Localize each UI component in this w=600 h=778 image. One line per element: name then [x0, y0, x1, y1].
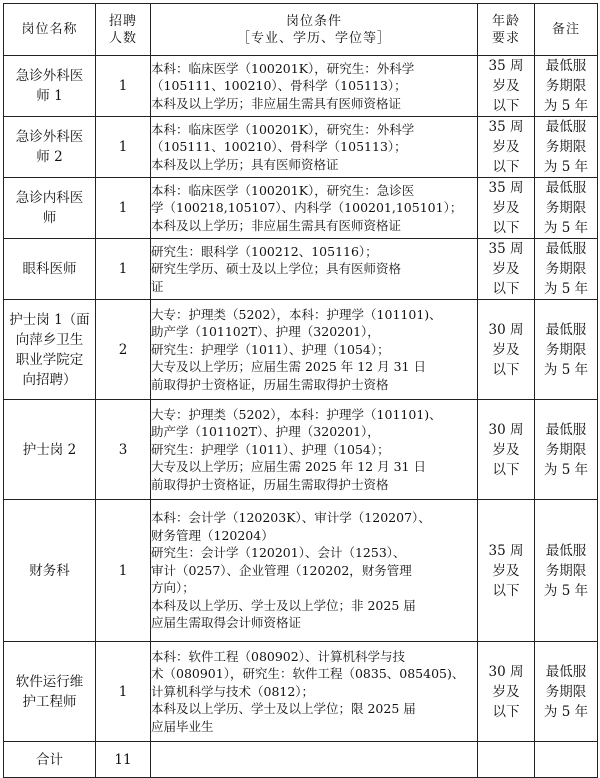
conditions-cell — [151, 300, 478, 400]
position-name-cell — [4, 300, 96, 400]
age-line: 以下 — [492, 281, 520, 297]
age-line: 以下 — [492, 220, 520, 236]
condition-line: 前取得护士资格证，历届生需取得护士资格 — [151, 476, 389, 492]
age-line: 岁及 — [492, 261, 520, 277]
age-line: 35 周 — [488, 119, 524, 135]
note-line: 为 5 年 — [543, 220, 589, 236]
condition-line: 大专：护理类（5202），本科：护理学（101101)、 — [151, 306, 442, 322]
position-name-line: 向萍乡卫生 — [15, 331, 84, 348]
total-empty-cell — [478, 742, 535, 778]
table-row — [4, 239, 598, 300]
age-requirement-cell — [478, 642, 535, 742]
condition-line: （105111、100210）、骨科学（105113）； — [151, 78, 407, 94]
position-name-line: 眼科医师 — [22, 261, 77, 277]
position-name-line: 财务科 — [29, 562, 70, 579]
condition-line: 术（080901），研究生：软件工程（0835、085405)、 — [151, 666, 465, 682]
conditions-cell — [151, 239, 478, 300]
total-count: 11 — [96, 742, 151, 778]
note-line: 最低服 — [545, 663, 587, 680]
position-name-cell — [4, 400, 96, 500]
age-line: 岁及 — [492, 441, 520, 458]
condition-line: 本科：会计学（120203K）、审计学（120207）、 — [151, 509, 431, 525]
table-row — [4, 400, 598, 500]
header-age — [478, 4, 535, 56]
age-line: 35 周 — [488, 180, 524, 196]
header-count — [96, 4, 151, 56]
age-line: 岁及 — [492, 78, 520, 94]
age-requirement-cell — [478, 178, 535, 239]
header-position: 岗位名称 — [4, 4, 96, 56]
table-row — [4, 117, 598, 178]
note-line: 务期限 — [545, 683, 587, 700]
conditions-cell — [151, 56, 478, 117]
age-line: 以下 — [492, 98, 520, 114]
condition-line: 本科：临床医学（100201K），研究生：外科学 — [151, 121, 415, 137]
condition-line: 研究生：护理学（1011）、护理（1054）； — [151, 341, 390, 357]
condition-line: 研究生学历、硕士及以上学位；具有医师资格 — [151, 261, 402, 277]
age-line: 以下 — [492, 582, 520, 599]
age-requirement-cell — [478, 300, 535, 400]
condition-line: 应届生需取得会计师资格证 — [151, 615, 302, 631]
position-name-line: 软件运行维 — [15, 673, 84, 690]
note-line: 为 5 年 — [543, 281, 589, 297]
headcount-cell: 2 — [96, 300, 151, 400]
header-note: 备注 — [535, 4, 598, 56]
position-name-cell — [4, 642, 96, 742]
note-line: 最低服 — [545, 321, 587, 338]
position-name-cell — [4, 178, 96, 239]
note-line: 最低服 — [545, 241, 587, 257]
position-name-line: 职业学院定 — [15, 351, 84, 368]
condition-line: 大专及以上学历；应届生需 2025 年 12 月 31 日 — [151, 359, 426, 375]
condition-line: 本科：软件工程（080902）、计算机科学与技 — [151, 648, 405, 664]
position-name-line: 师 1 — [36, 88, 63, 104]
condition-line: 本科及以上学历；非应届生需具有医师资格证 — [151, 95, 402, 111]
condition-line: 本科：临床医学（100201K），研究生：急诊医 — [151, 182, 415, 198]
condition-line: 学（100218,105107）、内科学（100201,105101）； — [151, 200, 463, 216]
age-line: 30 周 — [488, 421, 524, 438]
header-conditions — [151, 4, 478, 56]
note-line: 务期限 — [545, 78, 587, 94]
age-line: 以下 — [492, 361, 520, 378]
conditions-cell — [151, 642, 478, 742]
condition-line: 财务管理（120204） — [151, 527, 274, 543]
total-label: 合计 — [4, 742, 96, 778]
condition-line: 本科及以上学历；具有医师资格证 — [151, 156, 339, 172]
condition-line: 方向）； — [151, 580, 195, 596]
age-line: 岁及 — [492, 139, 520, 155]
headcount-cell: 1 — [96, 239, 151, 300]
table-row — [4, 500, 598, 642]
conditions-cell — [151, 117, 478, 178]
condition-line: 审计（0257）、企业管理（120202，财务管理 — [151, 562, 412, 578]
headcount-cell: 1 — [96, 500, 151, 642]
age-line: 35 周 — [488, 542, 524, 559]
position-name-line: 护工程师 — [22, 693, 77, 710]
age-line: 以下 — [492, 461, 520, 478]
note-cell — [535, 642, 598, 742]
note-line: 为 5 年 — [543, 98, 589, 114]
position-name-cell — [4, 500, 96, 642]
condition-line: 助产学（101102T）、护理（320201）， — [151, 324, 380, 340]
note-cell — [535, 117, 598, 178]
header-count-line: 人数 — [108, 30, 137, 46]
conditions-cell — [151, 500, 478, 642]
note-line: 为 5 年 — [543, 361, 589, 378]
note-line: 最低服 — [545, 180, 587, 196]
note-cell — [535, 400, 598, 500]
total-row — [4, 742, 598, 778]
position-name-line: 师 — [42, 210, 57, 226]
age-requirement-cell — [478, 117, 535, 178]
age-requirement-cell — [478, 56, 535, 117]
note-line: 为 5 年 — [543, 159, 589, 175]
note-line: 务期限 — [545, 441, 587, 458]
note-line: 为 5 年 — [543, 461, 589, 478]
position-name-line: 师 2 — [36, 149, 63, 165]
age-line: 岁及 — [492, 562, 520, 579]
note-cell — [535, 178, 598, 239]
age-line: 35 周 — [488, 241, 524, 257]
condition-line: 大专：护理类（5202），本科：护理学（101101)、 — [151, 406, 442, 422]
condition-line: 大专及以上学历；应届生需 2025 年 12 月 31 日 — [151, 459, 426, 475]
conditions-cell — [151, 400, 478, 500]
age-line: 岁及 — [492, 341, 520, 358]
position-name-line: 急诊外科医 — [15, 68, 84, 84]
condition-line: 本科及以上学历、学士及以上学位；非 2025 届 — [151, 597, 416, 613]
note-line: 务期限 — [545, 562, 587, 579]
note-cell — [535, 56, 598, 117]
condition-line: 本科及以上学历；非应届生需具有医师资格证 — [151, 217, 402, 233]
age-line: 以下 — [492, 159, 520, 175]
note-cell — [535, 300, 598, 400]
age-line: 35 周 — [488, 58, 524, 74]
position-name-line: 急诊内科医 — [15, 190, 84, 206]
table-body — [4, 56, 598, 742]
condition-line: 计算机科学与技术（0812）； — [151, 683, 315, 699]
position-name-line: 护士岗 2 — [22, 441, 77, 458]
note-line: 务期限 — [545, 200, 587, 216]
conditions-cell — [151, 178, 478, 239]
note-line: 最低服 — [545, 421, 587, 438]
age-requirement-cell — [478, 500, 535, 642]
position-name-cell — [4, 56, 96, 117]
header-age-line: 年龄 — [491, 13, 520, 29]
note-cell — [535, 500, 598, 642]
age-requirement-cell — [478, 239, 535, 300]
position-name-cell — [4, 117, 96, 178]
headcount-cell: 1 — [96, 178, 151, 239]
headcount-cell: 1 — [96, 642, 151, 742]
headcount-cell: 1 — [96, 117, 151, 178]
header-count-line: 招聘 — [108, 13, 137, 29]
condition-line: 本科：临床医学（100201K），研究生：外科学 — [151, 60, 415, 76]
age-line: 30 周 — [488, 321, 524, 338]
age-line: 岁及 — [492, 683, 520, 700]
header-conditions-line: 岗位条件 — [285, 13, 342, 29]
note-line: 最低服 — [545, 58, 587, 74]
age-line: 以下 — [492, 703, 520, 720]
age-line: 岁及 — [492, 200, 520, 216]
header-age-line: 要求 — [491, 30, 520, 46]
condition-line: 前取得护士资格证，历届生需取得护士资格 — [151, 376, 389, 392]
note-line: 务期限 — [545, 261, 587, 277]
headcount-cell: 1 — [96, 56, 151, 117]
note-cell — [535, 239, 598, 300]
condition-line: 研究生：会计学（120201）、会计（1253）、 — [151, 545, 406, 561]
condition-line: 研究生：眼科学（100212、105116）； — [151, 243, 378, 259]
condition-line: 本科及以上学历、学士及以上学位；限 2025 届 — [151, 701, 416, 717]
table-row — [4, 178, 598, 239]
position-name-cell — [4, 239, 96, 300]
recruitment-table — [3, 3, 598, 778]
table-row — [4, 642, 598, 742]
condition-line: 助产学（101102T）、护理（320201）， — [151, 424, 380, 440]
position-name-line: 急诊外科医 — [15, 129, 84, 145]
position-name-line: 护士岗 1（面 — [9, 311, 90, 328]
total-empty-cell — [151, 742, 478, 778]
note-line: 务期限 — [545, 341, 587, 358]
note-line: 为 5 年 — [543, 703, 589, 720]
condition-line: 研究生：护理学（1011）、护理（1054）； — [151, 441, 390, 457]
header-conditions-line: ［专业、学历、学位等］ — [236, 30, 391, 46]
position-name-line: 向招聘） — [22, 371, 77, 388]
table-row — [4, 300, 598, 400]
table-row — [4, 56, 598, 117]
note-line: 为 5 年 — [543, 582, 589, 599]
header-row — [4, 4, 598, 56]
note-line: 最低服 — [545, 119, 587, 135]
condition-line: 证 — [151, 278, 164, 294]
headcount-cell: 3 — [96, 400, 151, 500]
age-line: 30 周 — [488, 663, 524, 680]
note-line: 最低服 — [545, 542, 587, 559]
total-empty-cell — [535, 742, 598, 778]
condition-line: （105111、100210）、骨科学（105113）； — [151, 139, 407, 155]
age-requirement-cell — [478, 400, 535, 500]
condition-line: 应届毕业生 — [151, 718, 214, 734]
note-line: 务期限 — [545, 139, 587, 155]
